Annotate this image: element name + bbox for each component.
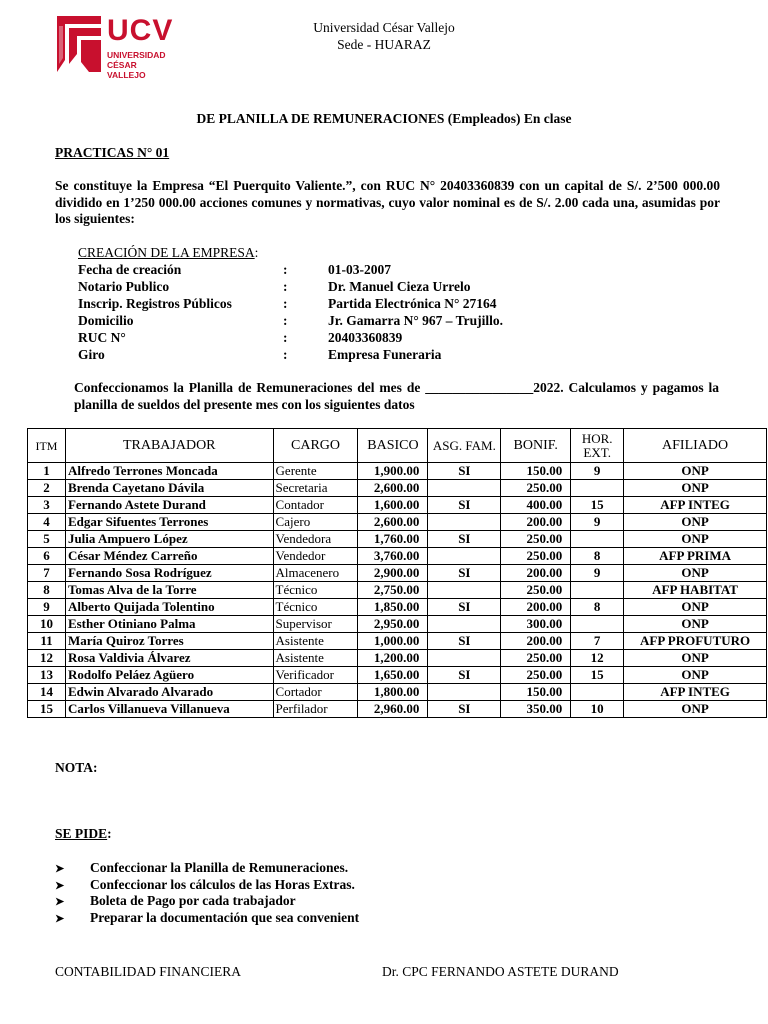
requirement-text: Preparar la documentación que sea convenient [90,909,360,925]
requirement-text: Boleta de Pago por cada trabajador [90,893,296,908]
table-row [28,599,767,616]
table-row [28,633,767,650]
hor-ext-cell: 7 [571,633,624,650]
cargo-cell: Perfilador [273,701,358,718]
trabajador-cell: Julia Ampuero López [65,531,273,548]
table-row [28,480,767,497]
bonif-cell: 400.00 [501,497,571,514]
trabajador-cell: María Quiroz Torres [65,633,273,650]
requirement-item [55,910,359,927]
header-campus: Sede - HUARAZ [337,37,431,52]
asg-fam-cell [428,514,501,531]
hor-ext-cell [571,616,624,633]
trabajador-cell: Fernando Astete Durand [65,497,273,514]
bonif-cell: 250.00 [501,582,571,599]
asg-fam-cell [428,616,501,633]
afiliado-cell: AFP PROFUTURO [624,633,767,650]
afiliado-cell: AFP HABITAT [624,582,767,599]
arrow-bullet-icon: ➤ [55,912,65,925]
basico-cell: 1,650.00 [358,667,428,684]
col-bonif-header: BONIF. [501,429,571,463]
cargo-cell: Gerente [273,463,358,480]
itm-cell: 13 [28,667,66,684]
bonif-cell: 150.00 [501,463,571,480]
hor-ext-cell: 8 [571,548,624,565]
creation-row-label: Giro [78,347,105,362]
cargo-cell: Cortador [273,684,358,701]
trabajador-cell: Rosa Valdivia Álvarez [65,650,273,667]
header-university: Universidad César Vallejo [313,20,455,35]
se-pide-text: SE PIDE [55,826,108,841]
afiliado-cell: ONP [624,650,767,667]
table-row [28,684,767,701]
itm-cell: 4 [28,514,66,531]
col-basico-header: BASICO [358,429,428,463]
table-row [28,650,767,667]
asg-fam-cell: SI [428,599,501,616]
logo-line1: UNIVERSIDAD [107,50,166,60]
asg-fam-cell: SI [428,701,501,718]
table-row [28,582,767,599]
logo-line2: CÉSAR VALLEJO [107,60,146,80]
creation-row-value: Jr. Gamarra N° 967 – Trujillo. [328,313,504,328]
table-row [28,565,767,582]
requirement-item [55,877,355,894]
bonif-cell: 250.00 [501,480,571,497]
trabajador-cell: Alfredo Terrones Moncada [65,463,273,480]
creation-row-label: Inscrip. Registros Públicos [78,296,232,311]
creation-row-separator: : [283,296,288,311]
hor-ext-cell: 15 [571,497,624,514]
creation-row-separator: : [283,347,288,362]
cargo-cell: Vendedor [273,548,358,565]
afiliado-cell: ONP [624,565,767,582]
itm-cell: 5 [28,531,66,548]
bonif-cell: 200.00 [501,633,571,650]
logo-subtitle [107,50,173,80]
requirements-list [55,860,655,940]
asg-fam-cell: SI [428,667,501,684]
afiliado-cell: ONP [624,531,767,548]
trabajador-cell: Alberto Quijada Tolentino [65,599,273,616]
hor-ext-cell: 10 [571,701,624,718]
bonif-cell: 350.00 [501,701,571,718]
basico-cell: 1,800.00 [358,684,428,701]
creation-heading-text: CREACIÓN DE LA EMPRESA [78,245,255,260]
bonif-cell: 200.00 [501,599,571,616]
creation-row-value: 01-03-2007 [328,262,391,277]
cargo-cell: Asistente [273,650,358,667]
creation-row-label: Fecha de creación [78,262,182,277]
table-row [28,701,767,718]
payroll-table [27,428,767,718]
itm-cell: 15 [28,701,66,718]
cargo-cell: Técnico [273,582,358,599]
nota-label: NOTA: [55,760,98,775]
afiliado-cell: ONP [624,463,767,480]
hor-ext-cell: 8 [571,599,624,616]
col-afiliado-header: AFILIADO [624,429,767,463]
bonif-cell: 250.00 [501,531,571,548]
hor-ext-cell [571,582,624,599]
creation-row-separator: : [283,279,288,294]
trabajador-cell: Carlos Villanueva Villanueva [65,701,273,718]
cargo-cell: Almacenero [273,565,358,582]
table-row [28,531,767,548]
trabajador-cell: César Méndez Carreño [65,548,273,565]
itm-cell: 11 [28,633,66,650]
cargo-cell: Verificador [273,667,358,684]
hor-ext-cell [571,480,624,497]
bonif-cell: 300.00 [501,616,571,633]
footer-course: CONTABILIDAD FINANCIERA [55,964,242,979]
asg-fam-cell [428,684,501,701]
instructions-paragraph: Confeccionamos la Planilla de Remuneraciones del mes de ________________2022. Calculamos y pagamos la planilla de sueldos del presente mes con los siguientes datos [74,380,719,412]
itm-cell: 10 [28,616,66,633]
basico-cell: 1,760.00 [358,531,428,548]
bonif-cell: 150.00 [501,684,571,701]
footer-author: Dr. CPC FERNANDO ASTETE DURAND [382,964,619,979]
creation-row-label: RUC N° [78,330,126,345]
se-pide-colon: : [107,826,112,841]
table-row [28,514,767,531]
asg-fam-cell [428,650,501,667]
trabajador-cell: Fernando Sosa Rodríguez [65,565,273,582]
afiliado-cell: AFP INTEG [624,497,767,514]
table-row [28,667,767,684]
basico-cell: 2,900.00 [358,565,428,582]
creation-row-separator: : [283,262,288,277]
itm-cell: 7 [28,565,66,582]
asg-fam-cell: SI [428,463,501,480]
itm-cell: 9 [28,599,66,616]
bonif-cell: 200.00 [501,565,571,582]
creation-row-label: Notario Publico [78,279,170,294]
table-row [28,548,767,565]
requirement-item [55,893,296,910]
col-hor-ext-header: HOR. EXT. [571,429,624,463]
itm-cell: 14 [28,684,66,701]
trabajador-cell: Tomas Alva de la Torre [65,582,273,599]
basico-cell: 2,750.00 [358,582,428,599]
afiliado-cell: ONP [624,667,767,684]
asg-fam-cell [428,548,501,565]
practice-heading: PRACTICAS N° 01 [55,145,170,160]
table-row [28,497,767,514]
cargo-cell: Contador [273,497,358,514]
cargo-cell: Cajero [273,514,358,531]
creation-heading [78,245,258,261]
page-title: DE PLANILLA DE REMUNERACIONES (Empleados) En clase [196,111,572,126]
requirement-text: Confeccionar los cálculos de las Horas Extras. [90,876,355,892]
hor-ext-cell: 9 [571,565,624,582]
basico-cell: 2,600.00 [358,514,428,531]
hor-ext-cell [571,684,624,701]
creation-heading-colon: : [254,245,259,260]
asg-fam-cell: SI [428,565,501,582]
se-pide-heading [55,826,112,842]
col-itm-header: ITM [28,429,66,463]
creation-row-value: Empresa Funeraria [328,347,442,362]
creation-row-separator: : [283,330,288,345]
basico-cell: 1,000.00 [358,633,428,650]
itm-cell: 8 [28,582,66,599]
asg-fam-cell: SI [428,531,501,548]
col-cargo-header: CARGO [273,429,358,463]
bonif-cell: 250.00 [501,650,571,667]
logo-mark: UCV [107,14,174,47]
trabajador-cell: Edgar Sifuentes Terrones [65,514,273,531]
asg-fam-cell [428,480,501,497]
itm-cell: 12 [28,650,66,667]
basico-cell: 1,200.00 [358,650,428,667]
hor-ext-cell: 12 [571,650,624,667]
basico-cell: 2,960.00 [358,701,428,718]
arrow-bullet-icon: ➤ [55,863,65,875]
creation-row-label: Domicilio [78,313,134,328]
itm-cell: 6 [28,548,66,565]
bonif-cell: 250.00 [501,548,571,565]
basico-cell: 3,760.00 [358,548,428,565]
table-row [28,616,767,633]
hor-ext-cell: 15 [571,667,624,684]
table-header-row [28,429,767,463]
creation-row-value: Dr. Manuel Cieza Urrelo [328,279,471,294]
arrow-bullet-icon: ➤ [55,879,65,892]
itm-cell: 3 [28,497,66,514]
afiliado-cell: AFP INTEG [624,684,767,701]
afiliado-cell: ONP [624,480,767,497]
col-trabajador-header: TRABAJADOR [65,429,273,463]
cargo-cell: Técnico [273,599,358,616]
afiliado-cell: ONP [624,599,767,616]
intro-paragraph: Se constituye la Empresa “El Puerquito Valiente.”, con RUC N° 20403360839 con un capital de S/. 2’500 000.00 dividido en 1’250 000.00 acciones comunes y normativas, cuyo valor nominal es de S/. 2.00 cada una, asumidas por los siguientes: [55,178,720,226]
afiliado-cell: ONP [624,616,767,633]
cargo-cell: Asistente [273,633,358,650]
col-asg-fam-header: ASG. FAM. [428,429,501,463]
afiliado-cell: ONP [624,514,767,531]
asg-fam-cell: SI [428,497,501,514]
basico-cell: 1,600.00 [358,497,428,514]
creation-row-value: 20403360839 [328,330,403,345]
asg-fam-cell: SI [428,633,501,650]
creation-row-value: Partida Electrónica N° 27164 [328,296,497,311]
arrow-bullet-icon: ➤ [55,896,65,908]
afiliado-cell: AFP PRIMA [624,548,767,565]
bonif-cell: 250.00 [501,667,571,684]
hor-ext-cell: 9 [571,514,624,531]
requirement-item [55,860,348,877]
creation-row-separator: : [283,313,288,328]
trabajador-cell: Rodolfo Peláez Agüero [65,667,273,684]
basico-cell: 2,600.00 [358,480,428,497]
hor-ext-cell: 9 [571,463,624,480]
afiliado-cell: ONP [624,701,767,718]
requirement-text: Confeccionar la Planilla de Remuneraciones. [90,860,349,875]
basico-cell: 2,950.00 [358,616,428,633]
asg-fam-cell [428,582,501,599]
trabajador-cell: Edwin Alvarado Alvarado [65,684,273,701]
hor-ext-cell [571,531,624,548]
bonif-cell: 200.00 [501,514,571,531]
trabajador-cell: Brenda Cayetano Dávila [65,480,273,497]
trabajador-cell: Esther Otiniano Palma [65,616,273,633]
cargo-cell: Vendedora [273,531,358,548]
itm-cell: 2 [28,480,66,497]
itm-cell: 1 [28,463,66,480]
basico-cell: 1,900.00 [358,463,428,480]
table-row [28,463,767,480]
cargo-cell: Secretaria [273,480,358,497]
basico-cell: 1,850.00 [358,599,428,616]
cargo-cell: Supervisor [273,616,358,633]
